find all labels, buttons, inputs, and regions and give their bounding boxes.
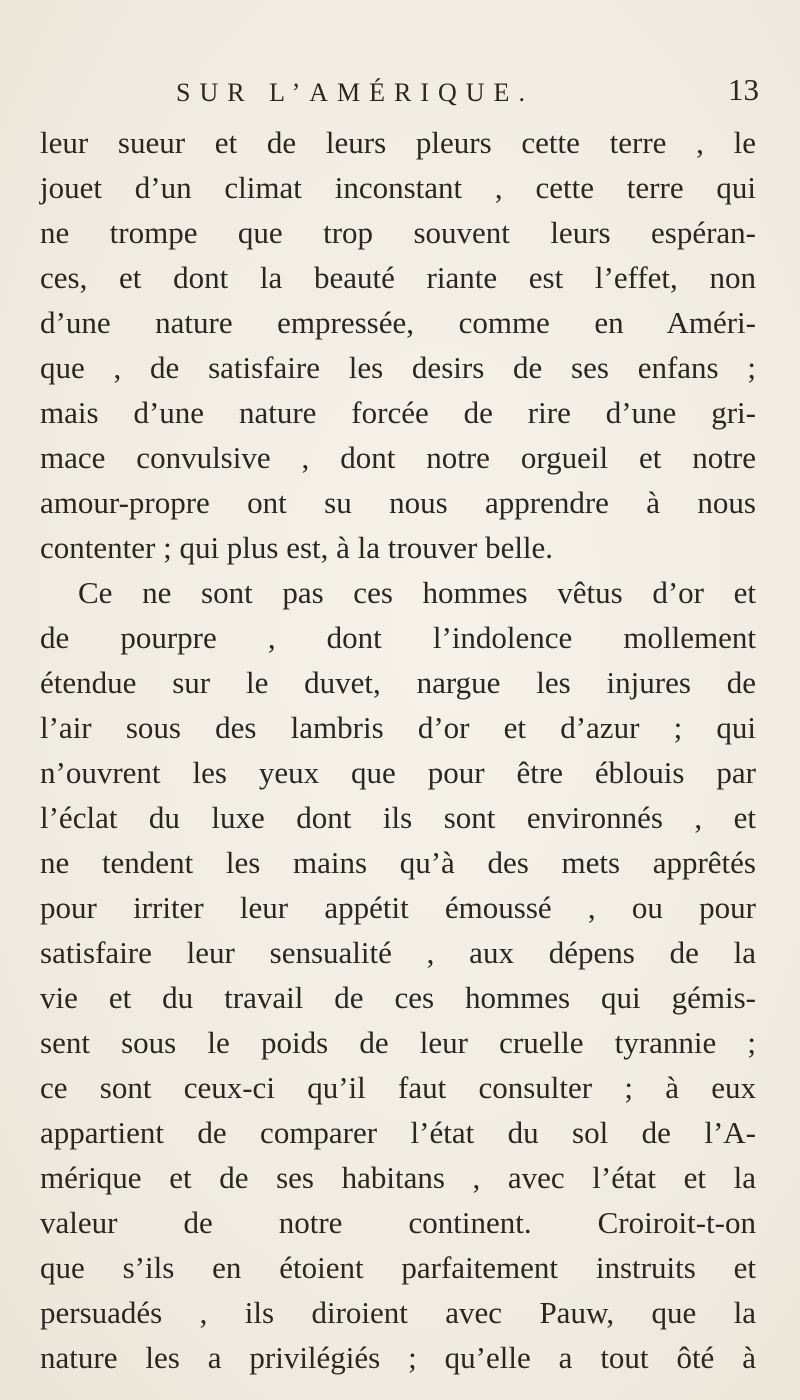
text-line: ne trompe que trop souvent leurs espéran- (40, 215, 756, 250)
text-line: mais d’une nature forcée de rire d’une gri- (40, 395, 756, 430)
text-line: pour irriter leur appétit émoussé , ou pour (40, 890, 756, 925)
text-line: mérique et de ses habitans , avec l’état et la (40, 1160, 756, 1195)
text-line: amour-propre ont su nous apprendre à nous (40, 485, 756, 520)
text-line: que s’ils en étoient parfaitement instruits et (40, 1250, 756, 1285)
text-line: de pourpre , dont l’indolence mollement (40, 620, 756, 655)
text-line: étendue sur le duvet, nargue les injures de (40, 665, 756, 700)
text-line: que , de satisfaire les desirs de ses enfans ; (40, 350, 756, 385)
text-line: n’ouvrent les yeux que pour être éblouis par (40, 755, 756, 790)
running-head (176, 72, 759, 108)
text-line: valeur de notre continent. Croiroit-t-on (40, 1205, 756, 1240)
text-line: l’éclat du luxe dont ils sont environnés , et (40, 800, 756, 835)
page-number: 13 (728, 72, 759, 107)
text-line: leur sueur et de leurs pleurs cette terre , le (40, 125, 756, 160)
text-line: mace convulsive , dont notre orgueil et notre (40, 440, 756, 475)
text-line: ces, et dont la beauté riante est l’effet, non (40, 260, 756, 295)
text-line: ce sont ceux-ci qu’il faut consulter ; à eux (40, 1070, 756, 1105)
text-line: appartient de comparer l’état du sol de l’A- (40, 1115, 756, 1150)
text-line: persuadés , ils diroient avec Pauw, que la (40, 1295, 756, 1330)
body-text (40, 120, 756, 1380)
text-line: contenter ; qui plus est, à la trouver belle. (40, 530, 554, 565)
text-line: vie et du travail de ces hommes qui gémis- (40, 980, 756, 1015)
text-line: l’air sous des lambris d’or et d’azur ; qui (40, 710, 756, 745)
text-line: sent sous le poids de leur cruelle tyrannie ; (40, 1025, 756, 1060)
text-line: ne tendent les mains qu’à des mets apprêtés (40, 845, 756, 880)
running-head-title: SUR L’AMÉRIQUE. (176, 78, 534, 107)
text-line: Ce ne sont pas ces hommes vêtus d’or et (78, 575, 756, 610)
text-line: satisfaire leur sensualité , aux dépens de la (40, 935, 756, 970)
text-line: d’une nature empressée, comme en Améri- (40, 305, 756, 340)
text-line: nature les a privilégiés ; qu’elle a tout ôté à (40, 1340, 756, 1375)
text-line: jouet d’un climat inconstant , cette terre qui (40, 170, 756, 205)
